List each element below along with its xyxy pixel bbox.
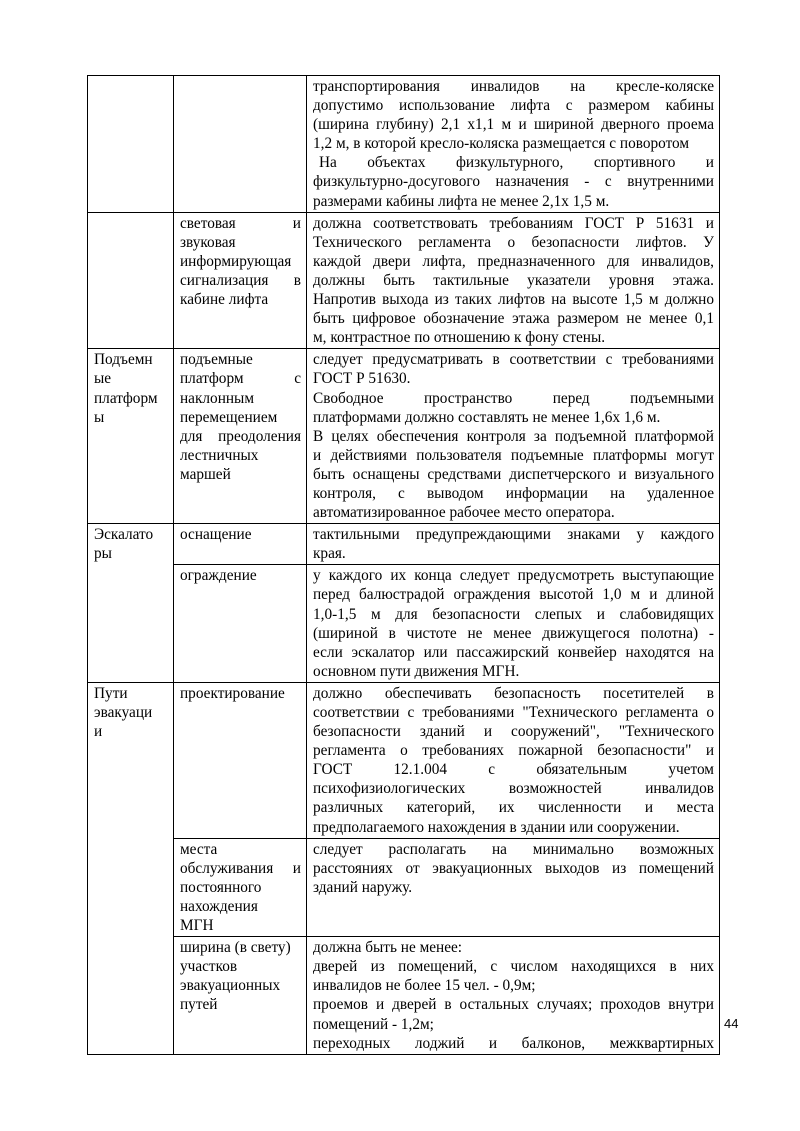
text-line: транспортирования инвалидов на кресле-коляске (313, 78, 714, 95)
text-line: края. (313, 545, 346, 563)
item-cell (174, 349, 307, 524)
item-cell (174, 838, 307, 936)
table-row (88, 682, 720, 838)
requirement-cell (307, 937, 720, 1055)
text-line: быть цифровое обозначение этажа размером не менее 0,1 (313, 310, 714, 328)
text-line: Свободное пространство перед подъемными (313, 389, 714, 407)
category-line: Подъемн (94, 351, 153, 369)
category-line: эвакуаци (94, 704, 153, 721)
category-line: ые (94, 370, 112, 388)
text-line: следует предусматривать в соответствии с требованиями (313, 351, 714, 369)
text-line: основном пути движения МГН. (313, 662, 520, 680)
category-line: ы (94, 408, 105, 426)
item-line: участков (180, 958, 238, 976)
text-line: 1,2 м, в которой кресло-коляска размещается с поворотом (313, 135, 690, 153)
text-line: дверей из помещений, с числом находящихся в них (313, 958, 714, 976)
table-row (88, 76, 720, 213)
text-line: ГОСТ Р 51630. (313, 370, 411, 388)
text-line: безопасности зданий и сооружений", "Технического (313, 723, 714, 741)
item-line: проектирование (180, 684, 285, 702)
category-line: и (94, 723, 103, 741)
text-line: психофизиологических возможностей инвалидов (313, 780, 714, 798)
item-line: МГН (180, 917, 214, 935)
item-line: лестничных (180, 446, 259, 464)
item-line: нахождения (180, 897, 258, 915)
requirement-cell (307, 524, 720, 565)
text-line: 1,0-1,5 м для безопасности слепых и слабовидящих (313, 605, 714, 623)
text-line: (ширина глубину) 2,1 х1,1 м и шириной дверного проема (313, 116, 714, 134)
table-row (88, 838, 720, 936)
text-line: расстояниях от эвакуационных выходов из помещений (313, 859, 714, 877)
text-line: физкультурно-досугового назначения - с внутренними (313, 173, 714, 191)
item-line: сигнализация в (180, 271, 301, 289)
item-line: постоянного (180, 878, 262, 896)
item-line: для преодоления (180, 427, 301, 445)
text-line: ГОСТ 12.1.004 с обязательным учетом (313, 761, 714, 779)
text-line: должны быть тактильные указатели уровня этажа. (313, 271, 714, 289)
table-row (88, 565, 720, 683)
text-line: контроля, с выводом информации на удаленное (313, 484, 714, 502)
category-cell (88, 682, 174, 1054)
category-line: платформ (94, 389, 158, 407)
text-line: следует располагать на минимально возможных (313, 840, 714, 858)
text-line: Напротив выхода из таких лифтов на высоте 1,5 м должно (313, 291, 714, 309)
requirement-cell (307, 565, 720, 683)
text-line: различных категорий, их численности и места (313, 799, 714, 817)
text-line: (шириной в чистоте не менее движущегося полотна) - (313, 624, 714, 642)
category-cell (88, 524, 174, 683)
text-line: платформами должно составлять не менее 1,6х 1,6 м. (313, 408, 661, 426)
requirement-cell (307, 838, 720, 936)
text-line: соответствии с требованиями "Технического регламента о (313, 704, 714, 721)
requirement-cell (307, 349, 720, 524)
category-line: Пути (94, 684, 128, 702)
item-cell (174, 565, 307, 683)
text-line: если эскалатор или пассажирский конвейер находятся на (313, 643, 714, 661)
item-line: путей (180, 996, 218, 1014)
text-line: размерами кабины лифта не менее 2,1х 1,5 м. (313, 192, 610, 210)
item-line: маршей (180, 465, 231, 483)
item-line: подъемные (180, 351, 253, 369)
table-row (88, 937, 720, 1055)
text-line: допустимо использование лифта с размером кабины (313, 97, 714, 115)
item-line: звуковая (180, 233, 236, 251)
text-line: должно обеспечивать безопасность посетителей в (313, 684, 714, 702)
category-cell (88, 76, 174, 213)
item-line: перемещением (180, 408, 278, 426)
text-line: инвалидов не более 15 чел. - 0,9м; (313, 977, 536, 995)
text-line: перед балюстрадой ограждения высотой 1,0 м и длиной (313, 586, 714, 604)
text-line: и действиями пользователя подъемные платформы могут (313, 446, 714, 464)
text-line: Технического регламента о безопасности лифтов. У (313, 233, 714, 251)
category-line: Эскалато (94, 526, 154, 544)
text-line: у каждого их конца следует предусмотреть выступающие (313, 567, 714, 585)
item-cell (174, 76, 307, 213)
text-line: должна быть не менее: (313, 939, 463, 957)
text-line: каждой двери лифта, предназначенного для инвалидов, (313, 252, 714, 270)
item-cell (174, 937, 307, 1055)
category-cell (88, 212, 174, 349)
requirement-cell (307, 212, 720, 349)
item-line: обслуживания и (180, 859, 301, 877)
text-line: переходных лоджий и балконов, межквартирных (313, 1034, 714, 1052)
item-line: информирующая (180, 252, 292, 270)
item-line: платформ с (180, 370, 301, 388)
text-line: тактильными предупреждающими знаками у каждого (313, 526, 714, 544)
item-line: эвакуационных (180, 977, 281, 995)
item-line: световая и (180, 214, 301, 232)
text-line: регламента о требованиях пожарной безопасности" и (313, 742, 714, 760)
item-line: ширина (в свету) (180, 939, 291, 957)
table-row (88, 212, 720, 349)
table-row (88, 524, 720, 565)
category-cell (88, 349, 174, 524)
item-line: ограждение (180, 567, 257, 585)
item-line: кабине лифта (180, 291, 269, 309)
text-line: предполагаемого нахождения в здании или сооружении. (313, 818, 680, 836)
requirement-cell (307, 76, 720, 213)
text-line: автоматизированное рабочее место оператора. (313, 504, 615, 522)
text-line: На объектах физкультурного, спортивного и (319, 154, 714, 172)
item-line: оснащение (180, 526, 252, 544)
text-line: зданий наружу. (313, 878, 413, 896)
text-line: быть оснащены средствами диспетчерского и визуального (313, 465, 714, 483)
text-line: м, контрастное по отношению к фону стены. (313, 329, 606, 347)
text-line: помещений - 1,2м; (313, 1015, 434, 1033)
requirement-cell (307, 682, 720, 838)
item-line: места (180, 840, 218, 858)
category-line: ры (94, 545, 112, 563)
item-cell (174, 682, 307, 838)
text-line: В целях обеспечения контроля за подъемной платформой (313, 427, 714, 445)
page-number: 44 (724, 1016, 739, 1031)
item-cell (174, 524, 307, 565)
text-line: должна соответствовать требованиям ГОСТ Р 51631 и (313, 214, 714, 232)
text-line: проемов и дверей в остальных случаях; проходов внутри (313, 996, 714, 1014)
requirements-table (87, 75, 720, 1055)
table-row (88, 349, 720, 524)
item-line: наклонным (180, 389, 255, 407)
item-cell (174, 212, 307, 349)
